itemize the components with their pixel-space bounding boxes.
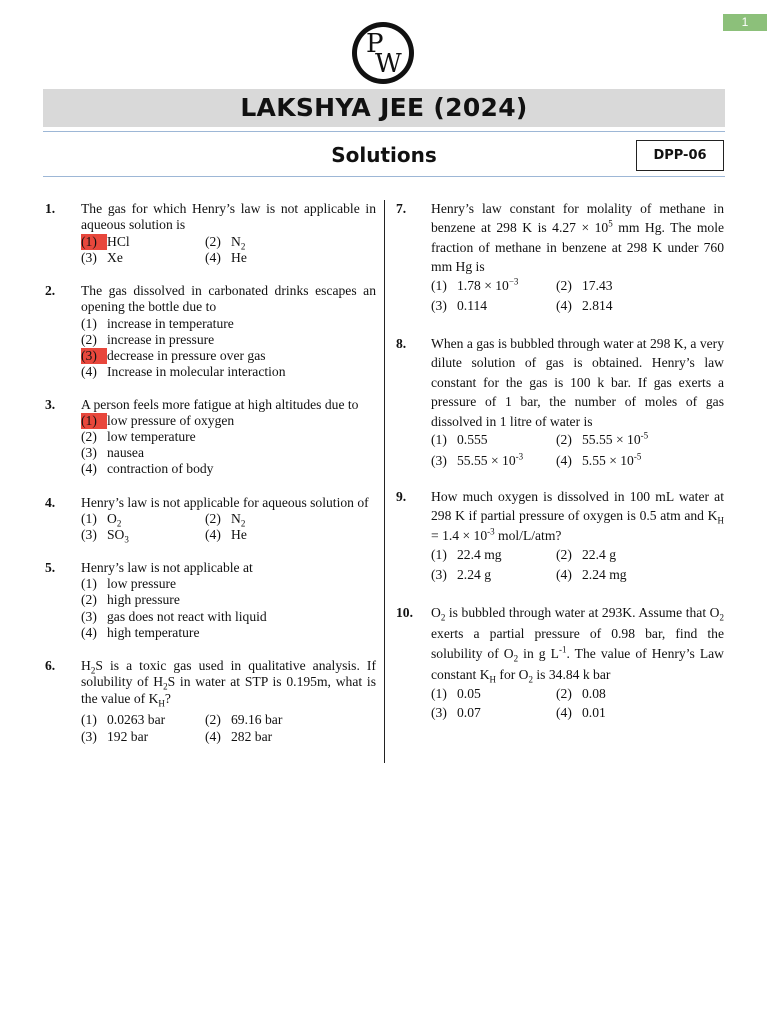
question-text: The gas dissolved in carbonated drinks escapes an opening the bottle due to <box>81 283 376 315</box>
question-7 <box>396 199 724 319</box>
option-3[interactable] <box>81 250 123 266</box>
header-rule-bottom <box>43 176 725 177</box>
pw-logo <box>352 22 414 84</box>
option-text: 282 bar <box>231 729 273 744</box>
option-3[interactable] <box>81 445 144 461</box>
option-text: decrease in pressure over gas <box>107 348 266 363</box>
option-3[interactable] <box>81 609 267 625</box>
question-number: 6. <box>45 658 56 673</box>
option-2[interactable] <box>205 712 282 728</box>
option-number: (1) <box>431 547 447 562</box>
option-text: $1.78 \times 10^{-3}$ <box>457 276 519 293</box>
option-text: 0.08 <box>582 686 606 701</box>
option-text: $SO_3$ <box>107 527 129 545</box>
question-number: 9. <box>396 489 407 504</box>
option-text: low temperature <box>107 429 196 444</box>
option-text: $5.55 \times 10^{-5}$ <box>582 451 642 468</box>
question-text: How much oxygen is dissolved in 100 mL water at 298 K if partial pressure of oxygen is 0.5 atm and $K_H = 1.4 \times 10^{-3}$ mol/L/atm? <box>431 489 724 543</box>
option-number: (2) <box>556 686 572 701</box>
option-4[interactable] <box>81 461 213 477</box>
option-number: (2) <box>81 429 97 444</box>
option-text: $N_2$ <box>231 511 246 529</box>
question-8 <box>396 334 724 474</box>
option-1[interactable] <box>431 276 518 295</box>
option-3[interactable] <box>81 348 266 364</box>
option-number: (1) <box>81 234 107 250</box>
option-number: (3) <box>81 348 107 364</box>
option-text: $O_2$ <box>107 511 122 529</box>
question-6 <box>45 658 376 748</box>
question-number: 1. <box>45 201 56 216</box>
option-number: (1) <box>81 511 97 526</box>
option-number: (4) <box>205 729 221 744</box>
option-number: (2) <box>81 332 97 347</box>
option-number: (3) <box>81 729 97 744</box>
option-text: $55.55 \times 10^{-5}$ <box>582 430 649 447</box>
question-text: $O_2$ is bubbled through water at 293K. Assume that $O_2$ exerts a partial pressure of 0.98 bar, find the solubility of $O_2$ in g $L^{-1}$. The value of Henry’s Law constant $K_H$ for $O_2$ is 34.84 k bar <box>431 605 724 685</box>
header-rule-top <box>43 131 725 132</box>
option-number: (3) <box>81 609 97 624</box>
question-text: When a gas is bubbled through water at 298 K, a very dilute solution of gas is obtained. Henry’s law constant for the gas is 100 k bar. If gas exerts a pressure of 1 bar, the number of moles of gas dissolved in 1 litre of water is <box>431 336 724 429</box>
option-number: (1) <box>81 712 97 727</box>
option-4[interactable] <box>81 625 199 641</box>
option-1[interactable] <box>81 413 234 429</box>
option-number: (4) <box>81 364 97 379</box>
option-number: (2) <box>205 511 221 526</box>
option-text: 17.43 <box>582 278 613 293</box>
question-number: 7. <box>396 201 407 216</box>
option-number: (1) <box>431 432 447 447</box>
option-number: (4) <box>205 250 221 265</box>
dpp-label: DPP-06 <box>636 140 724 171</box>
option-text: He <box>231 250 247 265</box>
option-text: low pressure <box>107 576 177 591</box>
question-number: 10. <box>396 605 413 620</box>
option-number: (4) <box>81 461 97 476</box>
question-number: 8. <box>396 336 407 351</box>
page-number: 1 <box>723 14 767 31</box>
option-text: HCl <box>107 234 130 249</box>
option-2[interactable] <box>205 234 245 250</box>
option-2[interactable] <box>81 592 180 608</box>
option-text: 2.24 g <box>457 567 491 582</box>
option-number: (4) <box>556 298 572 313</box>
option-4[interactable] <box>556 703 606 722</box>
option-1[interactable] <box>431 545 502 564</box>
option-1[interactable] <box>81 511 121 527</box>
question-text: Henry’s law constant for molality of methane in benzene at 298 K is $4.27 \times 10^5$ mm Hg. The mole fraction of methane in benzene at 298 K under 760 mm Hg is <box>431 201 725 275</box>
question-1 <box>45 201 376 267</box>
question-9 <box>396 487 724 587</box>
option-3[interactable] <box>431 703 481 722</box>
option-number: (2) <box>556 432 572 447</box>
option-3[interactable] <box>431 451 523 470</box>
question-number: 3. <box>45 397 56 412</box>
option-text: 22.4 mg <box>457 547 502 562</box>
question-text: $H_2S$ is a toxic gas used in qualitative analysis. If solubility of $H_2S$ in water at STP is 0.195m, what is the value of $K_H$? <box>81 658 376 709</box>
subject-title: Solutions <box>331 143 437 167</box>
option-number: (3) <box>81 250 97 265</box>
option-number: (3) <box>431 453 447 468</box>
option-text: 192 bar <box>107 729 149 744</box>
option-number: (1) <box>81 576 97 591</box>
option-2[interactable] <box>556 430 648 449</box>
option-number: (2) <box>556 278 572 293</box>
option-text: 69.16 bar <box>231 712 283 727</box>
option-text: 0.07 <box>457 705 481 720</box>
question-text: The gas for which Henry’s law is not applicable in aqueous solution is <box>81 201 376 233</box>
option-2[interactable] <box>205 511 245 527</box>
option-text: gas does not react with liquid <box>107 609 267 624</box>
option-1[interactable] <box>431 430 488 449</box>
option-2[interactable] <box>81 429 196 445</box>
option-number: (4) <box>556 453 572 468</box>
question-text: Henry’s law is not applicable at <box>81 560 253 575</box>
option-text: 0.114 <box>457 298 488 313</box>
option-text: He <box>231 527 247 542</box>
option-2[interactable] <box>556 276 613 295</box>
option-number: (3) <box>81 445 97 460</box>
question-10 <box>396 603 724 723</box>
option-1[interactable] <box>81 576 176 592</box>
option-number: (1) <box>431 278 447 293</box>
option-number: (3) <box>431 567 447 582</box>
logo-letter-w: W <box>375 49 402 79</box>
option-number: (3) <box>431 298 447 313</box>
option-text: 0.555 <box>457 432 488 447</box>
option-text: increase in temperature <box>107 316 234 331</box>
option-text: low pressure of oxygen <box>107 413 235 428</box>
option-text: nausea <box>107 445 144 460</box>
question-4 <box>45 495 385 545</box>
option-number: (3) <box>431 705 447 720</box>
option-4[interactable] <box>556 296 613 315</box>
question-3 <box>45 397 376 479</box>
option-text: increase in pressure <box>107 332 215 347</box>
option-text: contraction of body <box>107 461 214 476</box>
option-text: 0.0263 bar <box>107 712 166 727</box>
option-3[interactable] <box>81 527 129 543</box>
question-5 <box>45 560 376 644</box>
option-4[interactable] <box>205 250 247 266</box>
option-2[interactable] <box>556 684 606 703</box>
option-text: 22.4 g <box>582 547 616 562</box>
option-2[interactable] <box>81 332 214 348</box>
option-number: (2) <box>81 592 97 607</box>
option-4[interactable] <box>81 364 286 380</box>
question-text: A person feels more fatigue at high altitudes due to <box>81 397 359 412</box>
option-text: 0.05 <box>457 686 481 701</box>
option-text: $55.55 \times 10^{-3}$ <box>457 451 524 468</box>
option-text: high pressure <box>107 592 180 607</box>
option-text: 0.01 <box>582 705 606 720</box>
option-text: Increase in molecular interaction <box>107 364 286 379</box>
option-1[interactable] <box>81 234 130 250</box>
option-number: (4) <box>556 567 572 582</box>
question-number: 2. <box>45 283 56 298</box>
question-number: 4. <box>45 495 56 510</box>
column-divider <box>384 200 385 763</box>
option-2[interactable] <box>556 545 616 564</box>
option-number: (1) <box>81 413 107 429</box>
option-4[interactable] <box>205 527 247 543</box>
option-number: (2) <box>205 234 221 249</box>
option-number: (2) <box>556 547 572 562</box>
option-4[interactable] <box>205 729 272 745</box>
option-number: (4) <box>205 527 221 542</box>
option-number: (3) <box>81 527 97 542</box>
option-1[interactable] <box>81 712 165 728</box>
option-text: $N_2$ <box>231 234 246 252</box>
option-number: (1) <box>81 316 97 331</box>
option-text: 2.814 <box>582 298 613 313</box>
option-3[interactable] <box>81 729 148 745</box>
option-4[interactable] <box>556 565 627 584</box>
option-number: (1) <box>431 686 447 701</box>
logo-letter-p: P <box>366 29 384 59</box>
option-1[interactable] <box>81 316 234 332</box>
option-4[interactable] <box>556 451 641 470</box>
option-number: (4) <box>556 705 572 720</box>
option-text: high temperature <box>107 625 200 640</box>
option-number: (4) <box>81 625 97 640</box>
question-number: 5. <box>45 560 56 575</box>
option-3[interactable] <box>431 565 491 584</box>
question-text: Henry’s law is not applicable for aqueous solution of <box>81 495 369 510</box>
option-text: Xe <box>107 250 123 265</box>
option-number: (2) <box>205 712 221 727</box>
page-title: LAKSHYA JEE (2024) <box>240 93 528 122</box>
option-3[interactable] <box>431 296 487 315</box>
option-1[interactable] <box>431 684 481 703</box>
option-text: 2.24 mg <box>582 567 627 582</box>
question-2 <box>45 283 376 383</box>
